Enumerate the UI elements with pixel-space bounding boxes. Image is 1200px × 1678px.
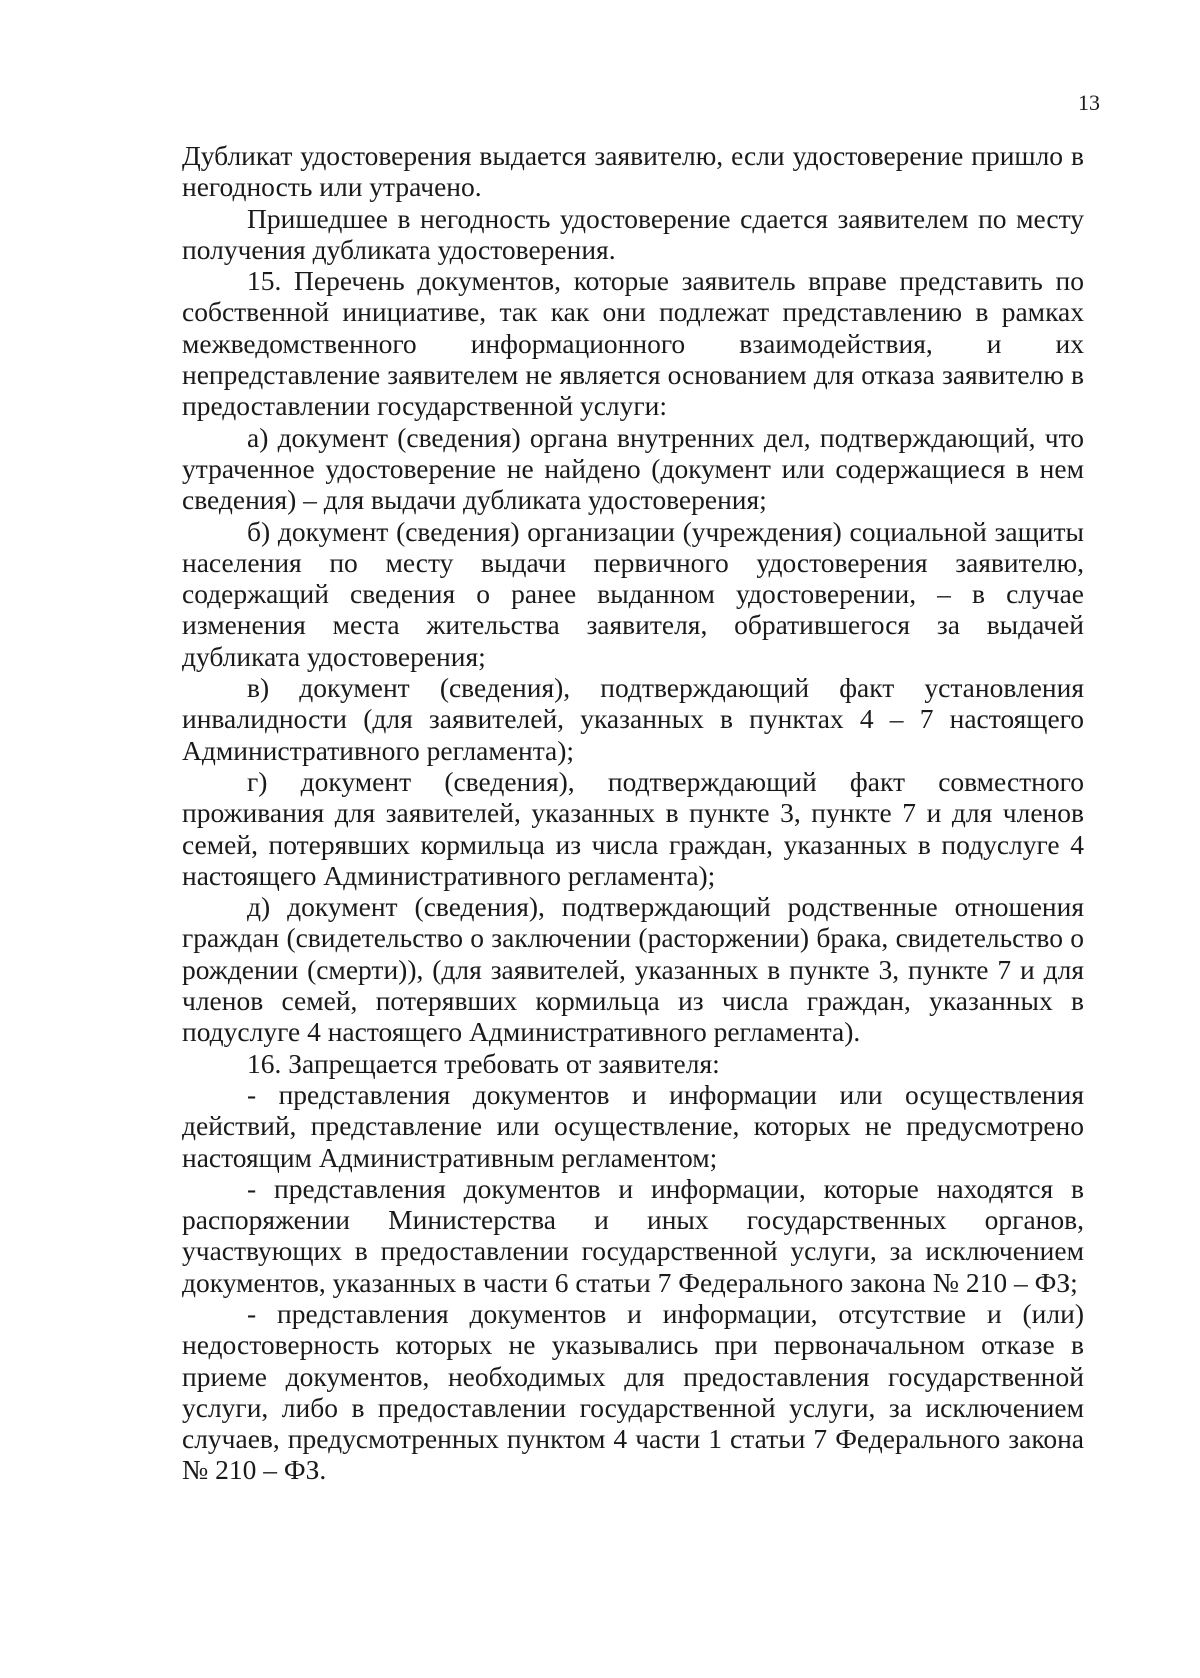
paragraph-15-document-list: 15. Перечень документов, которые заявитель вправе представить по собственной инициативе, так как они подлежат представлению в рамках межведомственного информационного взаимодействия, и их непредставление заявителем не является основанием для отказа заявителю в предоставлении государственной услуги: xyxy=(182,265,1084,422)
list-item-v: в) документ (сведения), подтверждающий факт установления инвалидности (для заявителей, указанных в пунктах 4 – 7 настоящего Административного регламента); xyxy=(182,672,1084,766)
list-item-b: б) документ (сведения) организации (учреждения) социальной защиты населения по месту выдачи первичного удостоверения заявителю, содержащий сведения о ранее выданном удостоверении, – в случае изменения места жительства заявителя, обратившегося за выдачей дубликата удостоверения; xyxy=(182,515,1084,672)
paragraph-damaged-returned: Пришедшее в негодность удостоверение сдается заявителем по месту получения дубликата удостоверения. xyxy=(182,202,1084,265)
list-item-a: а) документ (сведения) органа внутренних дел, подтверждающий, что утраченное удостоверение не найдено (документ или содержащиеся в нем сведения) – для выдачи дубликата удостоверения; xyxy=(182,421,1084,516)
list-item-g: г) документ (сведения), подтверждающий факт совместного проживания для заявителей, указанных в пункте 3, пункте 7 и для членов семей, потерявших кормильца из числа граждан, указанных в подуслуге 4 настоящего Административного регламента); xyxy=(182,765,1084,891)
bullet-item-2: - представления документов и информации, которые находятся в распоряжении Министерства и иных государственных органов, участвующих в предоставлении государственной услуги, за исключением документов, указанных в части 6 статьи 7 Федерального закона № 210 – ФЗ; xyxy=(182,1172,1084,1298)
paragraph-duplicate-issued: Дубликат удостоверения выдается заявителю, если удостоверение пришло в негодность или утрачено. xyxy=(182,140,1084,203)
paragraph-16-prohibited: 16. Запрещается требовать от заявителя: xyxy=(247,1047,720,1079)
page-number: 13 xyxy=(1078,90,1100,115)
list-item-d: д) документ (сведения), подтверждающий родственные отношения граждан (свидетельство о заключении (расторжении) брака, свидетельство о рождении (смерти)), (для заявителей, указанных в пункте 3, пункте 7 и для членов семей, потерявших кормильца из числа граждан, указанных в подуслуге 4 настоящего Административного регламента). xyxy=(182,891,1084,1048)
bullet-item-3: - представления документов и информации, отсутствие и (или) недостоверность которых не указывались при первоначальном отказе в приеме документов, необходимых для предоставления государственной услуги, либо в предоставлении государственной услуги, за исключением случаев, предусмотренных пунктом 4 части 1 статьи 7 Федерального закона № 210 – ФЗ. xyxy=(182,1297,1084,1486)
document-body xyxy=(182,140,1084,1486)
bullet-item-1: - представления документов и информации или осуществления действий, представление или осуществление, которых не предусмотрено настоящим Административным регламентом; xyxy=(182,1078,1084,1173)
